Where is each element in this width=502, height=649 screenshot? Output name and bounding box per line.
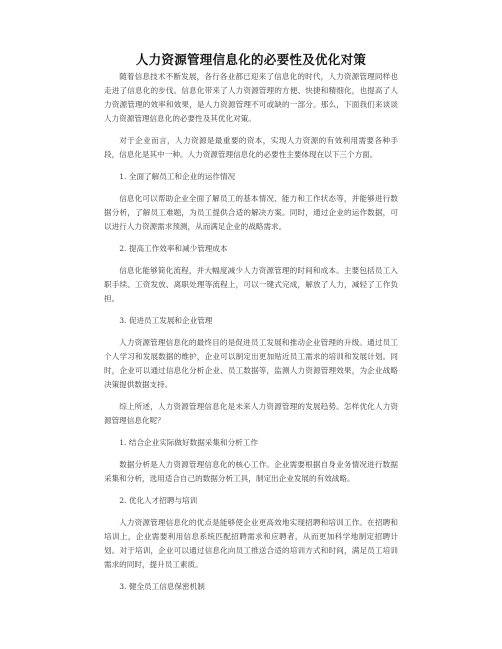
section-heading: 1. 全面了解员工和企业的运作情况 (119, 172, 236, 181)
page-title: 人力资源管理信息化的必要性及优化对策 (135, 52, 367, 67)
paragraph: 信息化可以帮助企业全面了解员工的基本情况、能力和工作状态等，并能够进行数据分析，了解员工难题，为员工提供合适的解决方案。同时，通过企业的运作数据，可以进行人力资源需求预测，从而满足企业的战略需求。 (104, 194, 398, 231)
section-heading: 2. 优化人才招聘与培训 (119, 496, 198, 505)
paragraph: 人力资源管理信息化的优点是能够使企业更高效地实现招聘和培训工作。在招聘和培训上，企业需要利用信息系统匹配招聘需求和应聘者，从而更加科学地制定招聘计划。对于培训，企业可以通过信息化向员工推送合适的培训方式和时间，满足员工培训需求的同时，提升员工素质。 (104, 518, 398, 569)
paragraph: 随着信息技术不断发展，各行各业都已迎来了信息化的时代，人力资源管理同样也走进了信息化的步伐。信息化带来了人力资源管理的方便、快捷和精细化，也提高了人力资源管理的效率和效果，是人力资源管理不可或缺的一部分。那么，下面我们来谈谈人力资源管理信息化的必要性及其优化对策。 (104, 72, 398, 123)
paragraph: 综上所述，人力资源管理信息化是未来人力资源管理的发展趋势。怎样优化人力资源管理信息化呢？ (104, 402, 398, 425)
paragraph: 对于企业而言，人力资源是最重要的资本，实现人力资源的有效利用需要各种手段，信息化是其中一种。人力资源管理信息化的必要性主要体现在以下三个方面。 (104, 136, 398, 159)
paragraph: 人力资源管理信息化的最终目的是促进员工发展和推动企业管理的升级。通过员工个人学习和发展数据的维护，企业可以制定出更加贴近员工需求的培训和发展计划。同时，企业可以通过信息化分析企业、员工数据等，监测人力资源管理效果，为企业战略决策提供数据支持。 (104, 338, 398, 389)
section-heading: 3. 促进员工发展和企业管理 (119, 316, 213, 325)
section-heading: 2. 提高工作效率和减少管理成本 (119, 244, 228, 253)
section-heading: 1. 结合企业实际做好数据采集和分析工作 (119, 438, 258, 447)
paragraph: 信息化能够简化流程，并大幅度减少人力资源管理的时间和成本。主要包括员工入职手续、工资发放、离职处理等流程上，可以一键式完成，解放了人力，减轻了工作负担。 (104, 266, 398, 303)
paragraph: 数据分析是人力资源管理信息化的核心工作。企业需要根据自身业务情况进行数据采集和分析，选用适合自己的数据分析工具，制定出企业发展的有效战略。 (104, 460, 398, 483)
section-heading: 3. 健全员工信息保密机制 (119, 582, 205, 591)
document-body (104, 70, 398, 602)
